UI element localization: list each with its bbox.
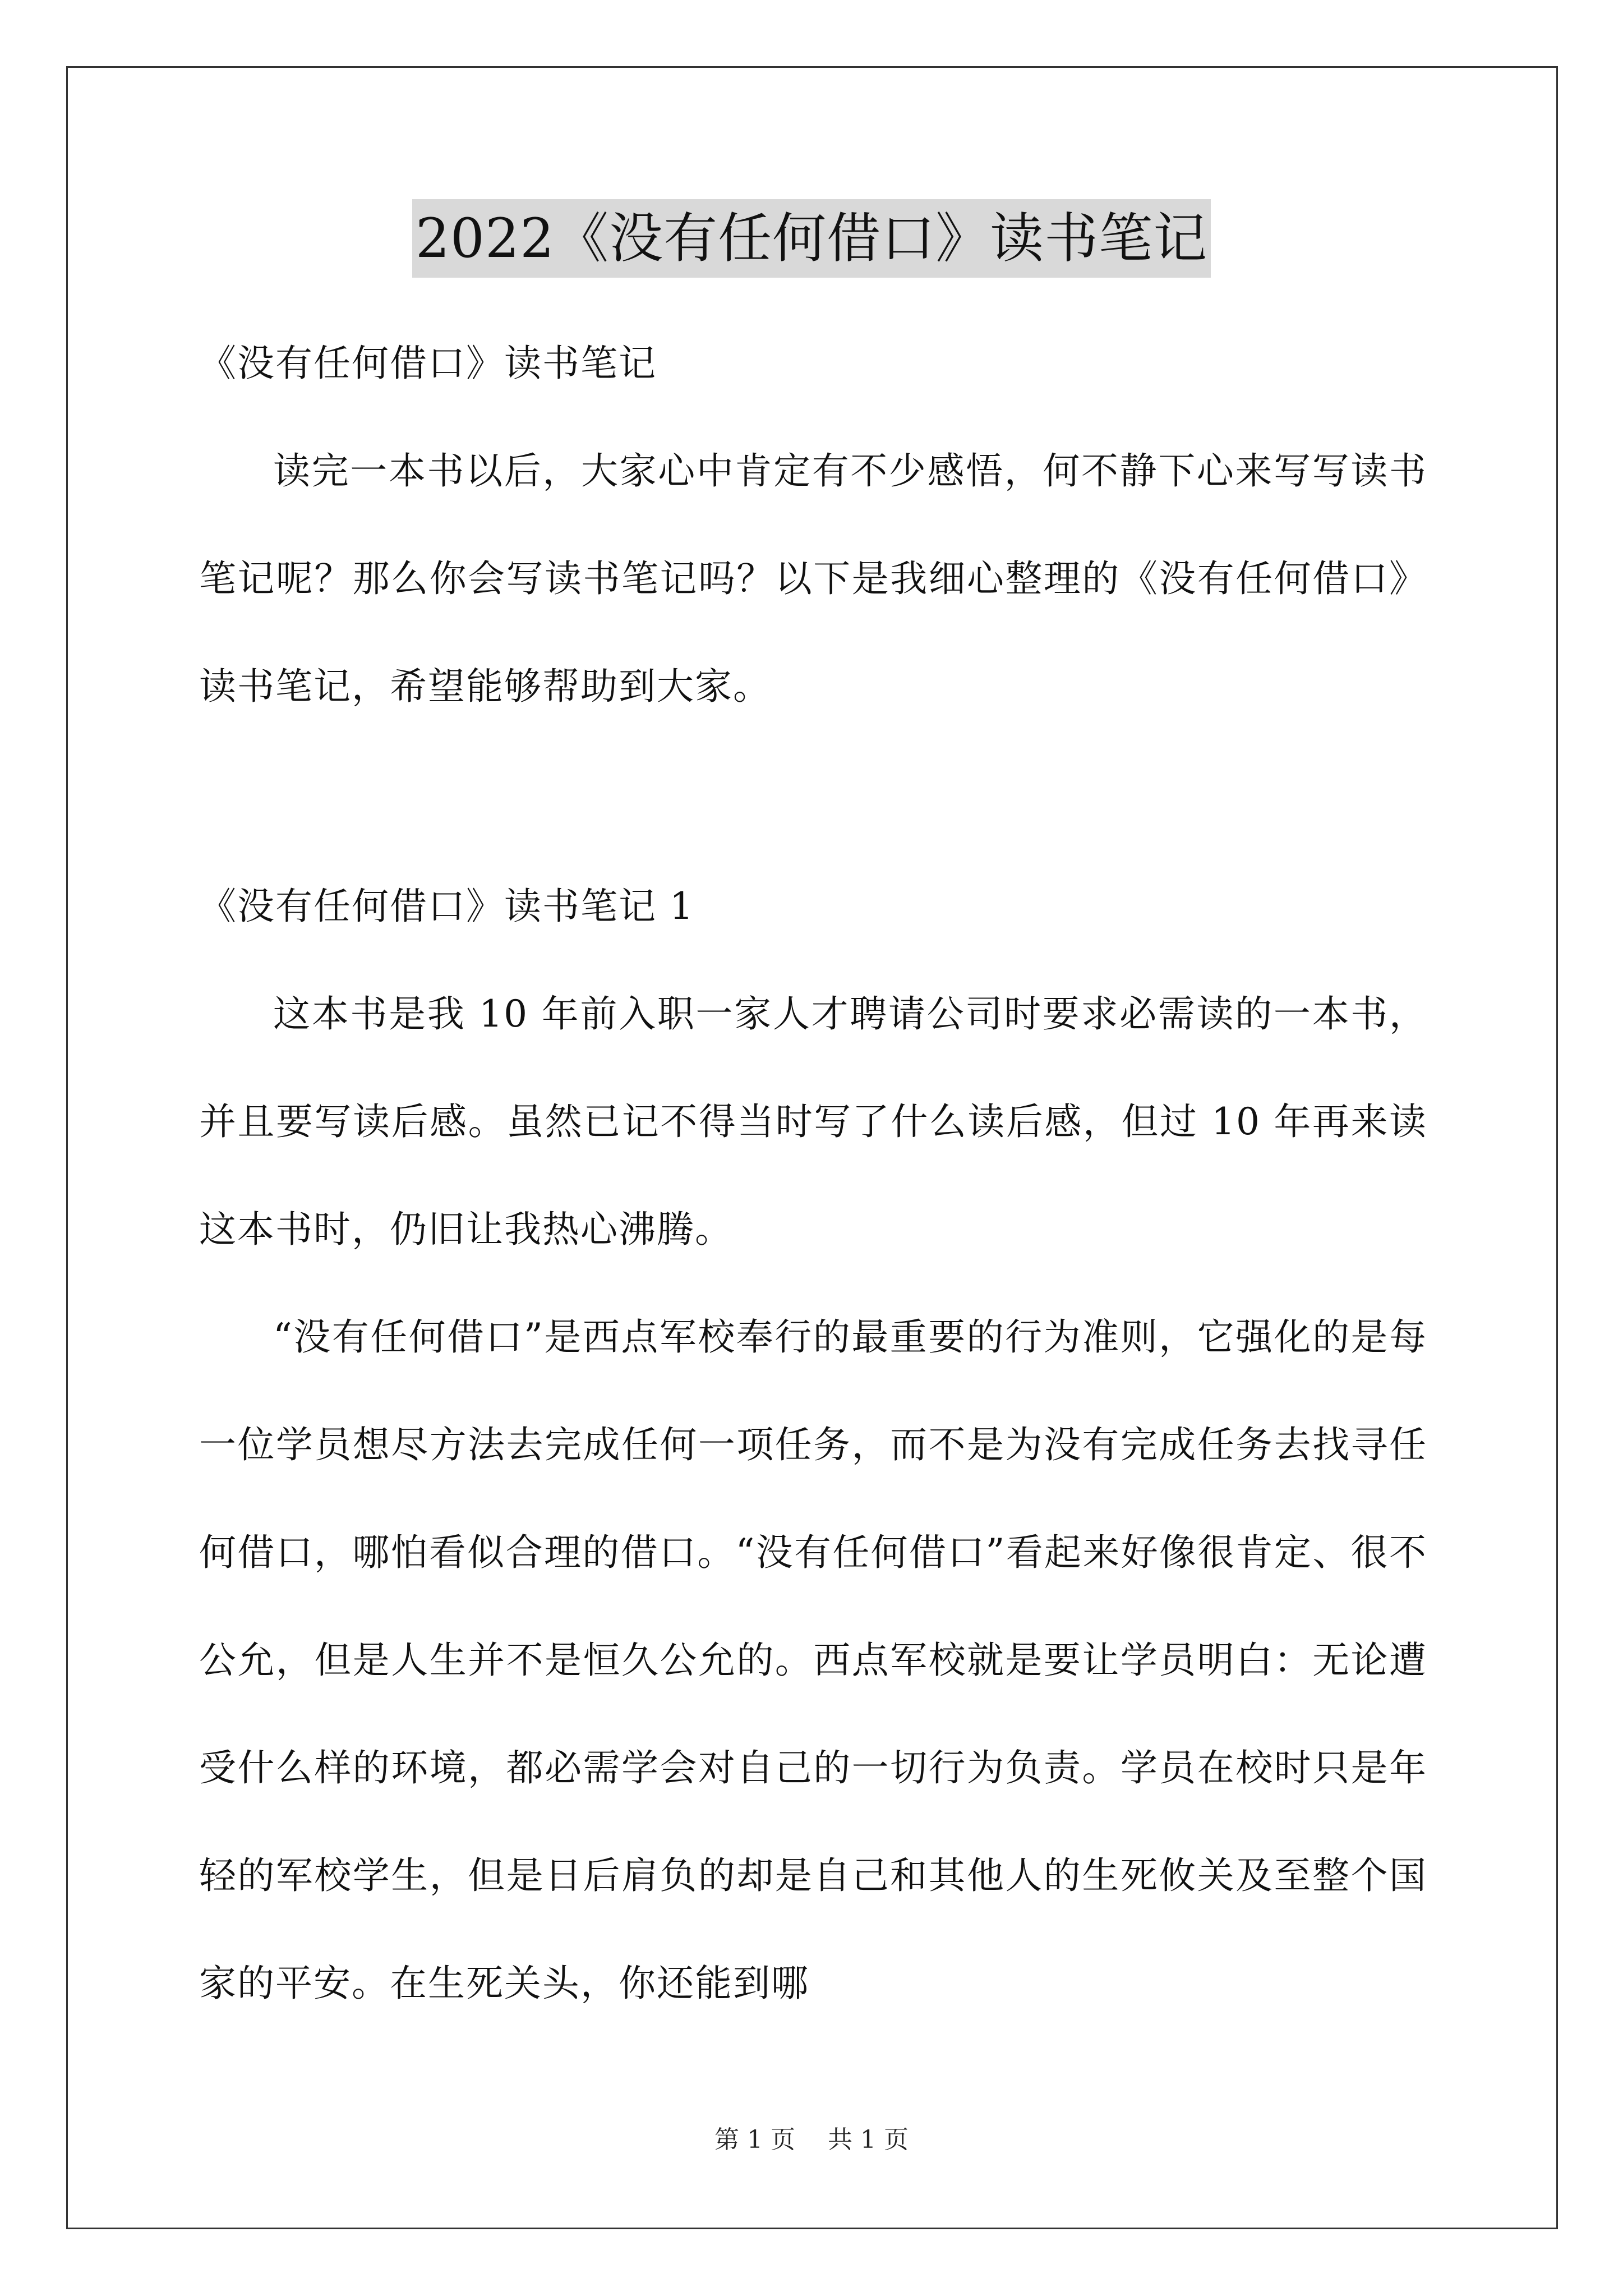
spacer	[199, 740, 1427, 880]
page-total: 共 1 页	[828, 2125, 909, 2154]
document-title: 2022《没有任何借口》读书笔记	[412, 199, 1211, 278]
document-body	[199, 337, 1427, 2037]
section-1-heading: 《没有任何借口》读书笔记 1	[199, 885, 694, 928]
section-1-paragraph: “没有任何借口”是西点军校奉行的最重要的行为准则，它强化的是每一位学员想尽方法去完成任何一项任务，而不是为没有完成任务去找寻任何借口，哪怕看似合理的借口。“没有任何借口”看起来好像很肯定、很不公允，但是人生并不是恒久公允的。西点军校就是要让学员明白：无论遭受什么样的环境，都必需学会对自己的一切行为负责。学员在校时只是年轻的军校学生，但是日后肩负的却是自己和其他人的生死攸关及至整个国家的平安。在生死关头，你还能到哪	[199, 1315, 1427, 2005]
intro-paragraph: 读完一本书以后，大家心中肯定有不少感悟，何不静下心来写写读书笔记呢？那么你会写读书笔记吗？以下是我细心整理的《没有任何借口》读书笔记，希望能够帮助到大家。	[199, 449, 1427, 708]
section-1-paragraph: 这本书是我 10 年前入职一家人才聘请公司时要求必需读的一本书，并且要写读后感。虽然已记不得当时写了什么读后感，但过 10 年再来读这本书时，仍旧让我热心沸腾。	[199, 992, 1427, 1251]
page-number: 第 1 页	[714, 2125, 795, 2154]
intro-heading: 《没有任何借口》读书笔记	[199, 342, 657, 385]
title-container	[0, 199, 1623, 278]
page-footer	[0, 2123, 1623, 2157]
